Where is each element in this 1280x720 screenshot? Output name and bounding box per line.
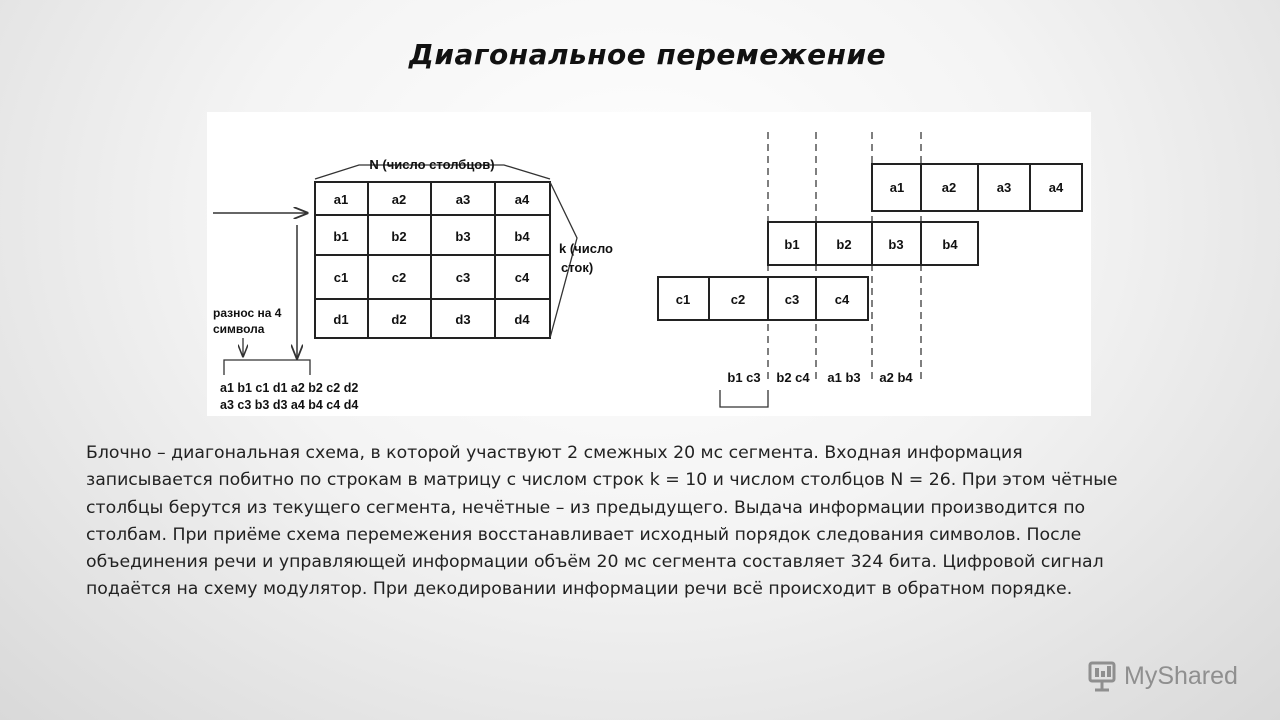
output-bracket [224,360,310,375]
matrix-cell: d3 [455,312,471,327]
stair-cell: a1 [889,180,905,195]
stair-cell: c3 [784,292,800,307]
stair-cell: a2 [941,180,957,195]
paragraph-line: подаётся на схему модулятор. При декодировании информации речи всё происходит в обратном порядке. [86,579,1073,600]
matrix-cell: a2 [391,192,407,207]
spread-label-line1: разнос на 4 [213,306,282,320]
matrix-cell: a1 [333,192,349,207]
stair-cell: b2 [836,237,852,252]
stair-cell: b3 [888,237,904,252]
matrix-cell: d4 [514,312,530,327]
matrix-cell: c4 [514,270,530,285]
diagram-svg [207,112,1091,416]
stair-bottom-labels [727,370,913,385]
matrix-cell: a4 [514,192,530,207]
rows-label-line2: сток) [561,260,594,275]
matrix-cell: d2 [391,312,407,327]
watermark-text: MyShared [1124,661,1238,690]
stair-bottom-label: a2 b4 [879,370,913,385]
matrix-cols-label: N (число столбцов) [369,157,495,172]
bottom-bracket [720,390,768,407]
matrix-cell: a3 [455,192,471,207]
stair-bottom-label: b2 c4 [776,370,810,385]
output-line2: a3 c3 b3 d3 a4 b4 c4 d4 [220,398,359,412]
stair-bottom-label: b1 c3 [727,370,761,385]
matrix-cell: d1 [333,312,349,327]
stair-cell: c2 [730,292,746,307]
interleaving-diagram [207,112,1091,416]
spread-label-line2: символа [213,322,265,336]
stair-cell: c4 [834,292,850,307]
description-paragraph [86,440,1236,604]
paragraph-line: столбам. При приёме схема перемежения восстанавливает исходный порядок следования символов. После [86,524,1082,545]
paragraph-line: объединения речи и управляющей информации объём 20 мс сегмента составляет 324 бита. Цифровой сигнал [86,552,1104,573]
stair-grid [658,164,1082,320]
myshared-watermark [1088,656,1238,696]
stair-cell: b4 [942,237,958,252]
rows-label-line1: k (число [559,241,613,256]
matrix-cell: c3 [455,270,471,285]
stair-cell: a3 [996,180,1012,195]
matrix-cell: b4 [514,229,530,244]
myshared-logo-icon [1088,659,1118,693]
paragraph-line: Блочно – диагональная схема, в которой участвуют 2 смежных 20 мс сегмента. Входная информация [86,443,1023,463]
matrix-cell: b3 [455,229,471,244]
matrix-cell: b1 [333,229,349,244]
paragraph-line: столбцы берутся из текущего сегмента, нечётные – из предыдущего. Выдача информации производится по [86,497,1086,518]
paragraph-line: записывается побитно по строкам в матрицу с числом строк k = 10 и числом столбцов N = 26. При этом чётные [86,470,1118,491]
matrix-cell: b2 [391,229,407,244]
stair-cell: a4 [1048,180,1064,195]
stair-cell: b1 [784,237,800,252]
slide-title: Диагональное перемежение [408,38,887,71]
stair-cell: c1 [675,292,691,307]
matrix-cell: c2 [391,270,407,285]
output-line1: a1 b1 c1 d1 a2 b2 c2 d2 [220,381,359,395]
stair-bottom-label: a1 b3 [827,370,861,385]
matrix-cell: c1 [333,270,349,285]
